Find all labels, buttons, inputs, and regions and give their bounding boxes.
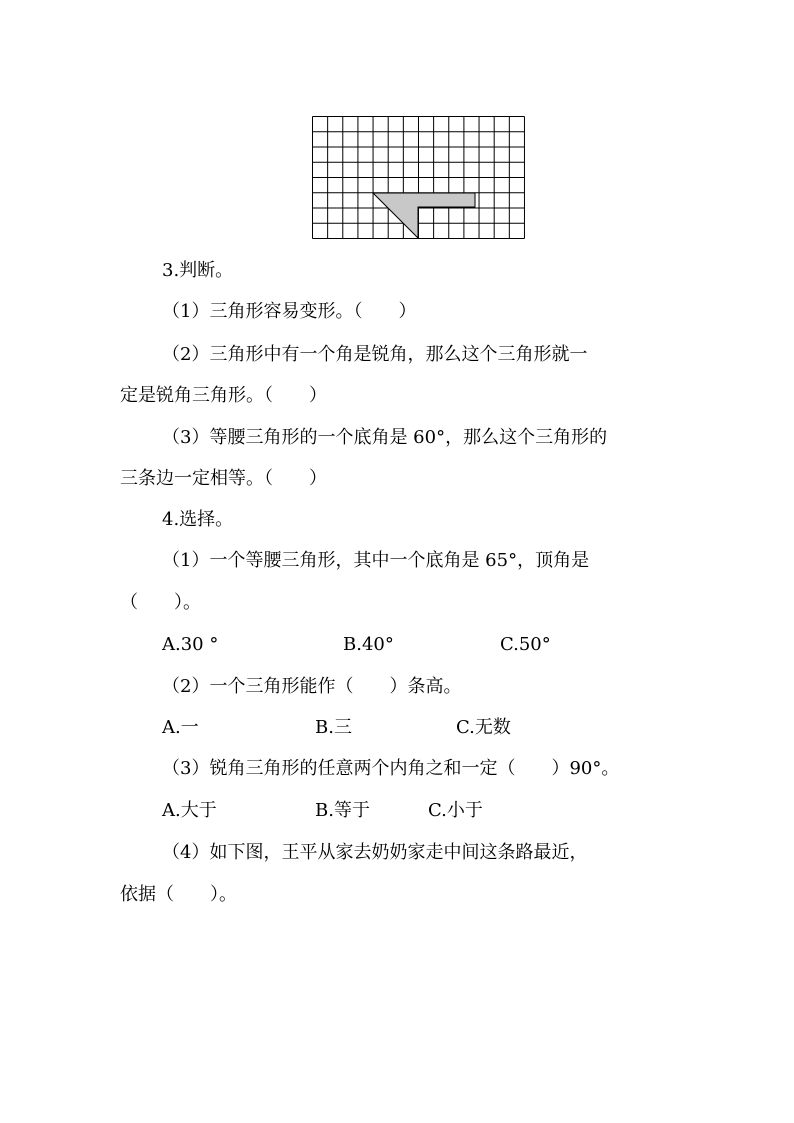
q4-item-3-option-b: B.等于	[315, 800, 370, 821]
q4-item-2-option-b: B.三	[315, 717, 352, 738]
q4-item-1-option-b: B.40°	[343, 634, 394, 655]
q4-item-4-line1: （4）如下图，王平从家去奶奶家走中间这条路最近，	[162, 842, 588, 863]
q3-item-3-line1: （3）等腰三角形的一个底角是 60°，那么这个三角形的	[162, 427, 608, 448]
q4-item-1-option-c: C.50°	[500, 634, 551, 655]
q4-item-3-line1: （3）锐角三角形的任意两个内角之和一定（ ）90°。	[162, 758, 620, 779]
q4-item-2-option-a: A.一	[162, 717, 199, 738]
q4-item-2-line1: （2）一个三角形能作（ ）条高。	[162, 676, 462, 697]
q4-item-3-option-c: C.小于	[428, 800, 483, 821]
q4-item-4-line2: 依据（ ）。	[120, 884, 237, 905]
q3-title: 3.判断。	[162, 260, 234, 281]
q4-title: 4.选择。	[162, 509, 234, 530]
q4-item-1-line1: （1）一个等腰三角形，其中一个底角是 65°，顶角是	[162, 550, 590, 571]
q4-item-3-option-a: A.大于	[162, 800, 217, 821]
grid-svg	[312, 116, 525, 239]
q4-item-1-line2: （ ）。	[120, 592, 201, 613]
q3-item-2-line1: （2）三角形中有一个角是锐角，那么这个三角形就一	[162, 344, 588, 365]
q3-item-1: （1）三角形容易变形。（ ）	[162, 301, 417, 322]
q3-item-2-line2: 定是锐角三角形。（ ）	[120, 385, 327, 406]
q4-item-2-option-c: C.无数	[456, 717, 511, 738]
q4-item-1-option-a: A.30 °	[162, 634, 219, 655]
q3-item-3-line2: 三条边一定相等。（ ）	[120, 468, 327, 489]
grid-figure	[312, 116, 525, 239]
